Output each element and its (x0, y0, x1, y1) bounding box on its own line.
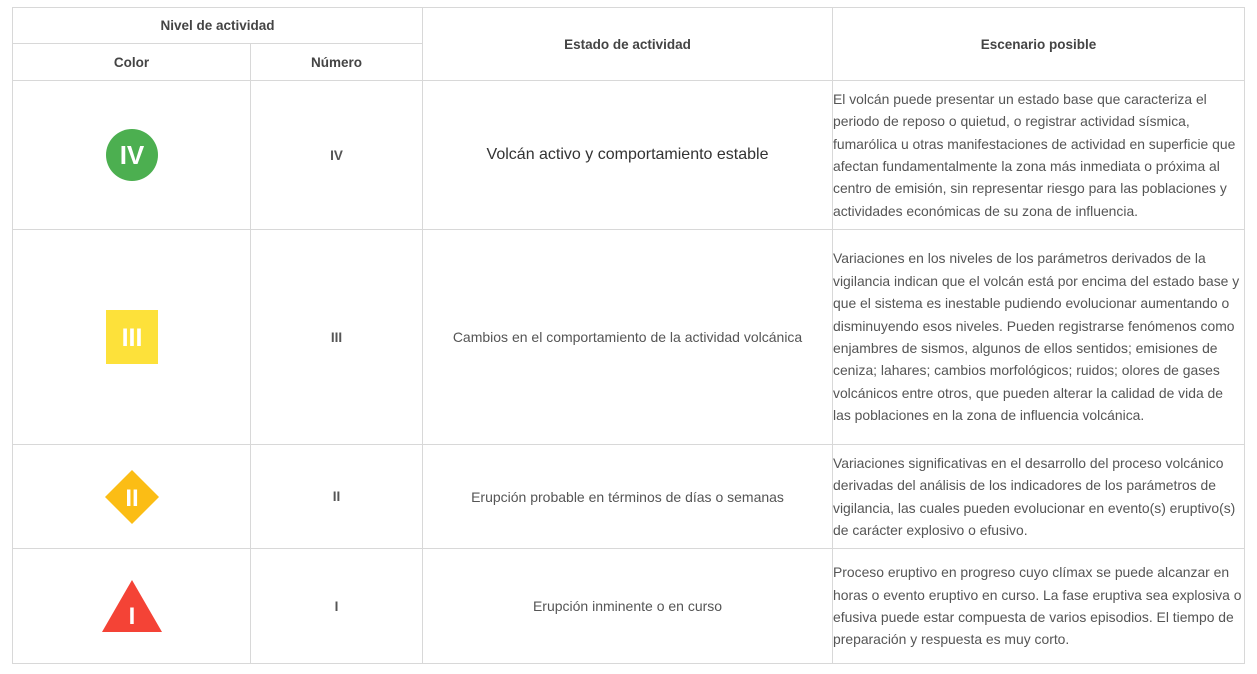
level-scenario: Variaciones significativas en el desarrollo del proceso volcánico derivadas del análisis de los indicadores de los parámetros de vigilancia, las cuales pueden evolucionar en evento(s) eruptivo(s) de carácter explosivo o efusivo. (833, 445, 1245, 549)
icon-label: I (128, 603, 135, 630)
icon-label: III (121, 324, 142, 352)
level-state: Erupción probable en términos de días o semanas (423, 445, 833, 549)
color-cell (13, 230, 251, 445)
header-estado-actividad: Estado de actividad (423, 8, 833, 81)
color-cell (13, 445, 251, 549)
activity-levels-table (12, 7, 1245, 664)
level-number: I (251, 549, 423, 664)
color-cell (13, 549, 251, 664)
level-scenario: Variaciones en los niveles de los parámetros derivados de la vigilancia indican que el volcán está por encima del estado base y que el sistema es inestable pudiendo evolucionar aumentando o disminuyendo esos niveles. Pueden registrarse fenómenos como enjambres de sismos, algunos de ellos sentidos; emisiones de ceniza; lahares; cambios morfológicos; ruidos; olores de gases volcánicos entre otros, que pueden alterar la calidad de vida de las poblaciones en la zona de influencia volcánica. (833, 230, 1245, 445)
level-state: Erupción inminente o en curso (423, 549, 833, 664)
color-cell (13, 81, 251, 230)
header-nivel-actividad: Nivel de actividad (13, 8, 423, 44)
green-circle-icon (105, 128, 159, 182)
table-row (13, 445, 1245, 549)
table-row (13, 81, 1245, 230)
icon-label: II (124, 484, 139, 512)
table-row (13, 549, 1245, 664)
level-scenario: Proceso eruptivo en progreso cuyo clímax se puede alcanzar en horas o evento eruptivo en curso. La fase eruptiva sea explosiva o efusiva puede estar compuesta de varios episodios. El tiempo de preparación y respuesta es muy corto. (833, 549, 1245, 664)
icon-label: IV (119, 140, 144, 170)
level-number: III (251, 230, 423, 445)
header-color: Color (13, 44, 251, 81)
level-state: Volcán activo y comportamiento estable (423, 81, 833, 230)
header-escenario-posible: Escenario posible (833, 8, 1245, 81)
header-numero: Número (251, 44, 423, 81)
level-state: Cambios en el comportamiento de la actividad volcánica (423, 230, 833, 445)
red-triangle-icon (101, 579, 163, 633)
level-number: IV (251, 81, 423, 230)
orange-diamond-icon (104, 469, 160, 525)
yellow-square-icon (106, 310, 158, 364)
level-number: II (251, 445, 423, 549)
table-row (13, 230, 1245, 445)
level-scenario: El volcán puede presentar un estado base que caracteriza el periodo de reposo o quietud, o registrar actividad sísmica, fumarólica u otras manifestaciones de actividad en superficie que afectan fundamentalmente la zona más inmediata o próxima al centro de emisión, sin representar riesgo para las poblaciones y actividades económicas de su zona de influencia. (833, 81, 1245, 230)
